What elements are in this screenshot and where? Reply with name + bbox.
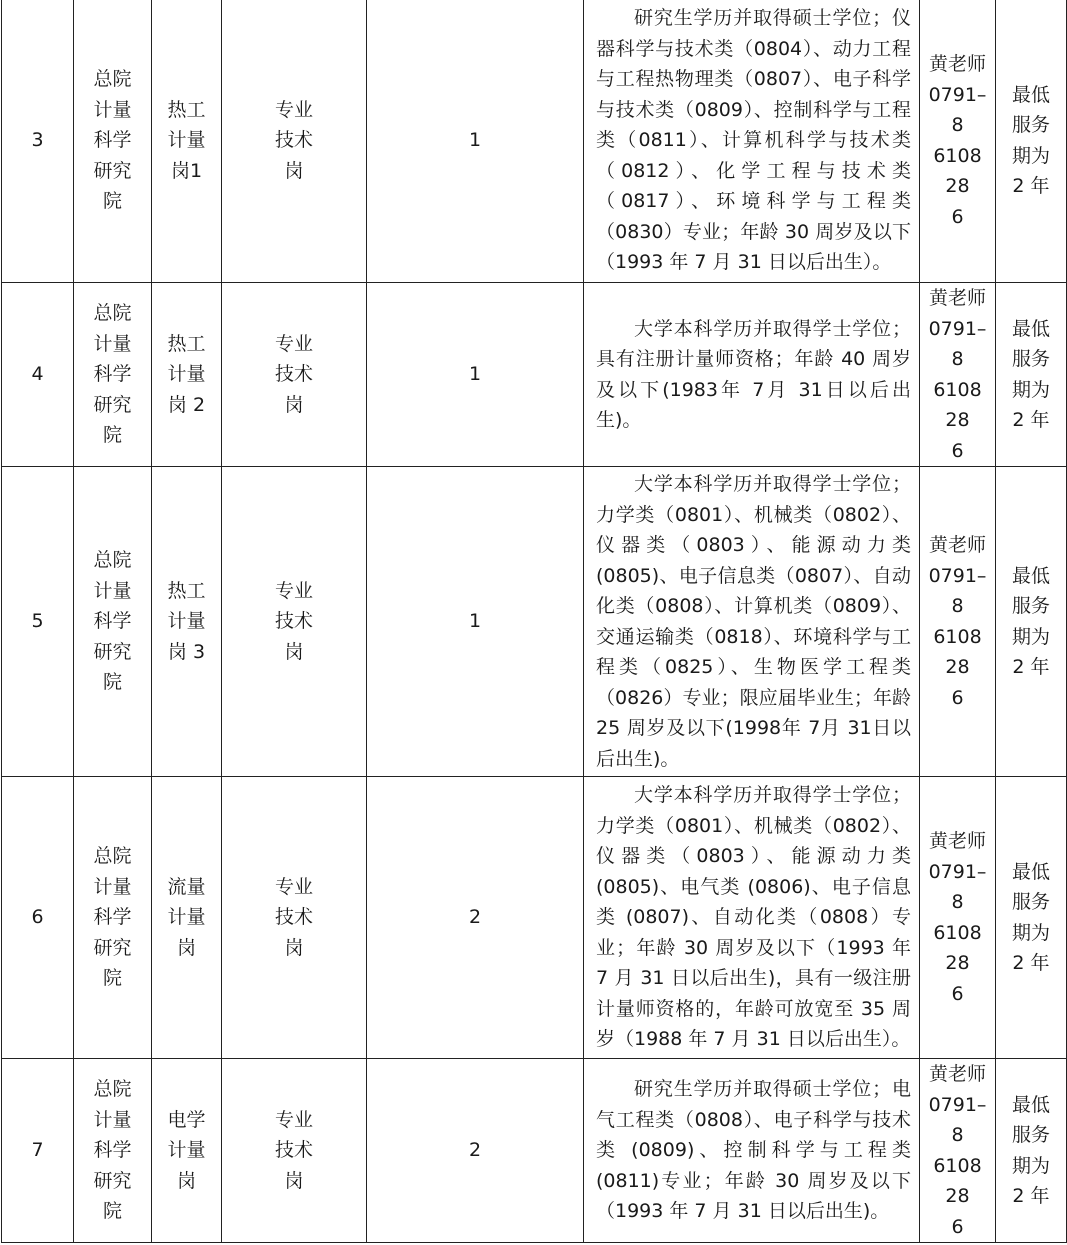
post-line: 岗1 (170, 159, 203, 182)
service-period-cell (996, 0, 1067, 283)
contact-line: 黄老师 (928, 1063, 986, 1085)
service-line: 服务 (1011, 595, 1050, 617)
unit-line: 计量 (93, 332, 132, 355)
service-line: 最低 (1011, 317, 1050, 340)
unit-line: 研究 (93, 640, 132, 663)
contact-line: 610828 (933, 625, 982, 678)
post-line: 热工 (167, 332, 206, 355)
unit-line: 科学 (93, 906, 132, 929)
unit-line: 计量 (93, 579, 132, 602)
service-line: 服务 (1011, 891, 1050, 913)
contact-line: 610828 (933, 1154, 982, 1207)
post-line: 流量 (167, 875, 206, 898)
contact-line: 黄老师 (928, 534, 986, 556)
post-line: 电学 (167, 1108, 206, 1131)
post-line: 岗 3 (167, 640, 206, 663)
post-category-cell (222, 467, 367, 777)
unit-line: 院 (102, 1200, 122, 1223)
contact-cell (920, 283, 996, 467)
unit-line: 研究 (93, 159, 132, 182)
service-line: 2 年 (1012, 175, 1050, 197)
service-line: 服务 (1011, 348, 1050, 370)
post-name-cell (152, 777, 222, 1059)
contact-cell (920, 467, 996, 777)
contact-cell (920, 1059, 996, 1243)
contact-line: 0791–8 (928, 860, 987, 913)
service-line: 期为 (1011, 625, 1050, 648)
unit-line: 研究 (93, 1169, 132, 1192)
category-line: 技术 (274, 610, 313, 633)
category-line: 技术 (274, 1139, 313, 1162)
unit-cell (74, 467, 152, 777)
row-number-cell: 5 (2, 467, 74, 777)
unit-line: 研究 (93, 936, 132, 959)
contact-line: 黄老师 (928, 287, 986, 309)
table-row (2, 467, 1067, 777)
unit-cell (74, 283, 152, 467)
service-period-cell (996, 1059, 1067, 1243)
contact-line: 6 (951, 982, 964, 1005)
category-line: 技术 (274, 129, 313, 152)
unit-cell (74, 0, 152, 283)
headcount-cell: 1 (367, 467, 584, 777)
contact-cell (920, 0, 996, 283)
service-line: 2 年 (1012, 952, 1050, 974)
category-line: 岗 (284, 393, 304, 416)
post-name-cell (152, 283, 222, 467)
post-name-cell (152, 1059, 222, 1243)
unit-line: 科学 (93, 610, 132, 633)
unit-line: 计量 (93, 98, 132, 121)
category-line: 岗 (284, 159, 304, 182)
category-line: 岗 (284, 1169, 304, 1192)
unit-cell (74, 777, 152, 1059)
headcount-cell: 2 (367, 1059, 584, 1243)
unit-line: 院 (102, 424, 122, 447)
headcount-cell: 1 (367, 283, 584, 467)
headcount-cell: 2 (367, 777, 584, 1059)
service-period-cell (996, 467, 1067, 777)
service-line: 2 年 (1012, 656, 1050, 678)
row-number-cell: 7 (2, 1059, 74, 1243)
unit-line: 院 (102, 967, 122, 990)
category-line: 专业 (274, 98, 313, 121)
requirements-cell: 大学本科学历并取得学士学位；力学类（0801）、机械类（0802）、仪器类（0803）、能源动力类 (0805)、电气类 (0806)、电子信息类 (0807)、自动化类（0808）专业；年龄 30 周岁及以下（1993 年 7 月 31 日以后出生)，具有一级注册计量师资格的，年龄可放宽至 35 周岁（1988 年 7 月 31 日以后出生）。 (584, 777, 920, 1059)
post-line: 热工 (167, 98, 206, 121)
requirements-cell: 大学本科学历并取得学士学位；力学类（0801）、机械类（0802）、仪器类（0803）、能源动力类 (0805)、电子信息类（0807）、自动化类（0808）、计算机类（0809）、交通运输类（0818）、环境科学与工程类（0825）、生物医学工程类（0826）专业；限应届毕业生；年龄 25 周岁及以下(1998年 7月 31日以后出生)。 (584, 467, 920, 777)
contact-line: 610828 (933, 921, 982, 974)
post-category-cell (222, 283, 367, 467)
unit-cell (74, 1059, 152, 1243)
contact-line: 610828 (933, 144, 982, 197)
table-row (2, 777, 1067, 1059)
service-line: 期为 (1011, 1154, 1050, 1177)
unit-line: 计量 (93, 875, 132, 898)
post-line: 岗 (176, 1169, 196, 1192)
service-line: 最低 (1011, 83, 1050, 106)
contact-line: 610828 (933, 378, 982, 431)
contact-line: 6 (951, 205, 964, 228)
post-line: 计量 (167, 129, 206, 152)
contact-line: 0791–8 (928, 1093, 987, 1146)
post-line: 计量 (167, 363, 206, 386)
post-line: 岗 (176, 936, 196, 959)
unit-line: 计量 (93, 1108, 132, 1131)
category-line: 专业 (274, 1108, 313, 1131)
contact-line: 0791–8 (928, 564, 987, 617)
table-row (2, 1059, 1067, 1243)
category-line: 岗 (284, 640, 304, 663)
category-line: 岗 (284, 936, 304, 959)
requirements-cell: 研究生学历并取得硕士学位；电气工程类（0808）、电子科学与技术类 (0809)、控制科学与工程类 (0811)专业；年龄 30 周岁及以下（1993 年 7 月 31 日以后出生)。 (584, 1059, 920, 1243)
service-line: 2 年 (1012, 409, 1050, 431)
unit-line: 科学 (93, 1139, 132, 1162)
post-line: 热工 (167, 579, 206, 602)
service-line: 2 年 (1012, 1185, 1050, 1207)
service-line: 期为 (1011, 144, 1050, 167)
service-line: 服务 (1011, 1124, 1050, 1146)
contact-line: 6 (951, 686, 964, 709)
contact-line: 黄老师 (928, 830, 986, 852)
post-category-cell (222, 0, 367, 283)
row-number-cell: 6 (2, 777, 74, 1059)
post-name-cell (152, 467, 222, 777)
unit-line: 总院 (93, 1078, 132, 1101)
post-line: 岗 2 (167, 393, 206, 416)
requirements-cell: 大学本科学历并取得学士学位；具有注册计量师资格；年龄 40 周岁及以下(1983年 7月 31日以后出生)。 (584, 283, 920, 467)
category-line: 专业 (274, 875, 313, 898)
post-category-cell (222, 1059, 367, 1243)
requirements-cell: 研究生学历并取得硕士学位；仪器科学与技术类（0804）、动力工程与工程热物理类（0807）、电子科学与技术类（0809）、控制科学与工程类（0811）、计算机科学与技术类（0812）、化学工程与技术类（0817）、环境科学与工程类（0830）专业；年龄 30 周岁及以下（1993 年 7 月 31 日以后出生）。 (584, 0, 920, 283)
service-line: 期为 (1011, 921, 1050, 944)
contact-line: 0791–8 (928, 83, 987, 136)
service-line: 最低 (1011, 1093, 1050, 1116)
unit-line: 研究 (93, 393, 132, 416)
table-row (2, 0, 1067, 283)
unit-line: 院 (102, 671, 122, 694)
category-line: 专业 (274, 579, 313, 602)
row-number-cell: 4 (2, 283, 74, 467)
category-line: 技术 (274, 906, 313, 929)
category-line: 技术 (274, 363, 313, 386)
contact-cell (920, 777, 996, 1059)
table-row (2, 283, 1067, 467)
unit-line: 院 (102, 190, 122, 213)
unit-line: 总院 (93, 549, 132, 572)
service-line: 期为 (1011, 378, 1050, 401)
unit-line: 总院 (93, 68, 132, 91)
unit-line: 总院 (93, 845, 132, 868)
headcount-cell: 1 (367, 0, 584, 283)
service-period-cell (996, 777, 1067, 1059)
service-line: 服务 (1011, 114, 1050, 136)
contact-line: 黄老师 (928, 53, 986, 75)
post-line: 计量 (167, 906, 206, 929)
post-category-cell (222, 777, 367, 1059)
row-number-cell: 3 (2, 0, 74, 283)
category-line: 专业 (274, 332, 313, 355)
recruitment-table (1, 0, 1067, 1243)
service-period-cell (996, 283, 1067, 467)
post-name-cell (152, 0, 222, 283)
unit-line: 总院 (93, 302, 132, 325)
contact-line: 6 (951, 1215, 964, 1238)
contact-line: 6 (951, 439, 964, 462)
service-line: 最低 (1011, 564, 1050, 587)
post-line: 计量 (167, 1139, 206, 1162)
contact-line: 0791–8 (928, 317, 987, 370)
unit-line: 科学 (93, 129, 132, 152)
post-line: 计量 (167, 610, 206, 633)
service-line: 最低 (1011, 860, 1050, 883)
unit-line: 科学 (93, 363, 132, 386)
